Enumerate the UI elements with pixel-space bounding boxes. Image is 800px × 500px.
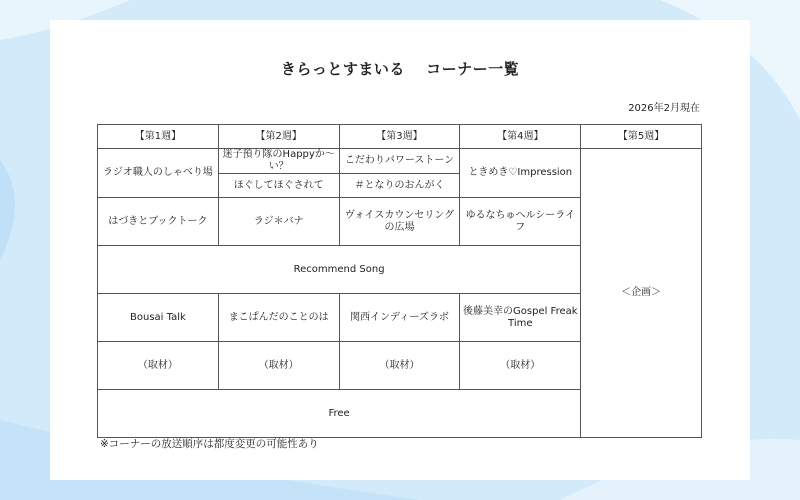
- footnote: ※コーナーの放送順序は都度変更の可能性あり: [100, 438, 319, 450]
- cell-recommend-song: Recommend Song: [98, 246, 581, 294]
- cell-week-5-plan: ＜企画＞: [581, 149, 702, 438]
- corner-schedule-table: [97, 124, 702, 438]
- header-week-2: 【第2週】: [218, 125, 339, 149]
- cell-r4-week-1: Bousai Talk: [98, 294, 219, 342]
- header-week-4: 【第4週】: [460, 125, 581, 149]
- cell-r2-week-4: ゆるなちゅヘルシーライフ: [460, 198, 581, 246]
- cell-r1-week-4: ときめき♡Impression: [460, 149, 581, 198]
- cell-r2-week-1: はづきとブックトーク: [98, 198, 219, 246]
- cell-r2-week-2: ラジ＊バナ: [218, 198, 339, 246]
- cell-r5-week-4: （取材）: [460, 342, 581, 390]
- cell-r1-week-3-top: こだわりパワーストーン: [339, 149, 460, 174]
- cell-r4-week-3: 関西インディーズラボ: [339, 294, 460, 342]
- header-week-1: 【第1週】: [98, 125, 219, 149]
- cell-r5-week-1: （取材）: [98, 342, 219, 390]
- cell-r5-week-3: （取材）: [339, 342, 460, 390]
- cell-r5-week-2: （取材）: [218, 342, 339, 390]
- cell-r1-week-2-bottom: ほぐしてほぐされて: [218, 174, 339, 198]
- cell-r4-week-2: まこぱんだのことのは: [218, 294, 339, 342]
- cell-r1-week-2-top: 迷子預り隊のHappyか～い？: [218, 149, 339, 174]
- cell-r1-week-1: ラジオ職人のしゃべり場: [98, 149, 219, 198]
- cell-free: Free: [98, 390, 581, 438]
- cell-r1-week-3-bottom: ＃となりのおんがく: [339, 174, 460, 198]
- page-title: きらっとすまいる コーナー一覧: [280, 60, 520, 78]
- cell-r4-week-4: 後藤美幸のGospel Freak Time: [460, 294, 581, 342]
- header-week-3: 【第3週】: [339, 125, 460, 149]
- table-header-row: [98, 125, 702, 149]
- date-note: 2026年2月現在: [628, 103, 700, 114]
- header-week-5: 【第5週】: [581, 125, 702, 149]
- cell-r2-week-3: ヴォイスカウンセリングの広場: [339, 198, 460, 246]
- table-row: [98, 149, 702, 174]
